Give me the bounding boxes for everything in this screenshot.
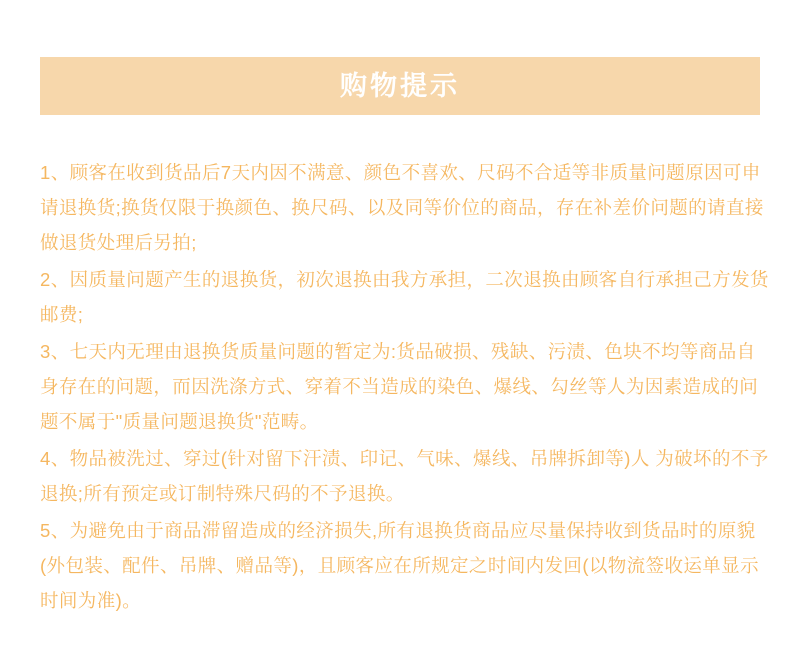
notice-paragraph-5: 5、为避免由于商品滞留造成的经济损失,所有退换货商品应尽量保持收到货品时的原貌(外包装、配件、吊牌、赠品等)，且顾客应在所规定之时间内发回(以物流签收运单显示时间为准)。: [40, 520, 759, 611]
notice-paragraph-4: 4、物品被洗过、穿过(针对留下汗渍、印记、气味、爆线、吊牌拆卸等)人 为破坏的不予退换;所有预定或订制特殊尺码的不予退换。: [40, 448, 769, 504]
notice-paragraph-1: 1、顾客在收到货品后7天内因不满意、颜色不喜欢、尺码不合适等非质量问题原因可申请退换货;换货仅限于换颜色、换尺码、以及同等价位的商品，存在补差价问题的请直接做退货处理后另拍;: [40, 162, 764, 253]
notice-body: [40, 155, 770, 620]
notice-paragraph-3: 3、七天内无理由退换货质量问题的暂定为:货品破损、残缺、污渍、色块不均等商品自身存在的问题，而因洗涤方式、穿着不当造成的染色、爆线、勾丝等人为因素造成的问题不属于"质量问题退换货"范畴。: [40, 341, 759, 432]
page-title: 购物提示: [340, 70, 460, 101]
notice-paragraph-2: 2、因质量问题产生的退换货，初次退换由我方承担，二次退换由顾客自行承担己方发货邮费;: [40, 269, 769, 325]
page-title-banner: [40, 57, 760, 115]
